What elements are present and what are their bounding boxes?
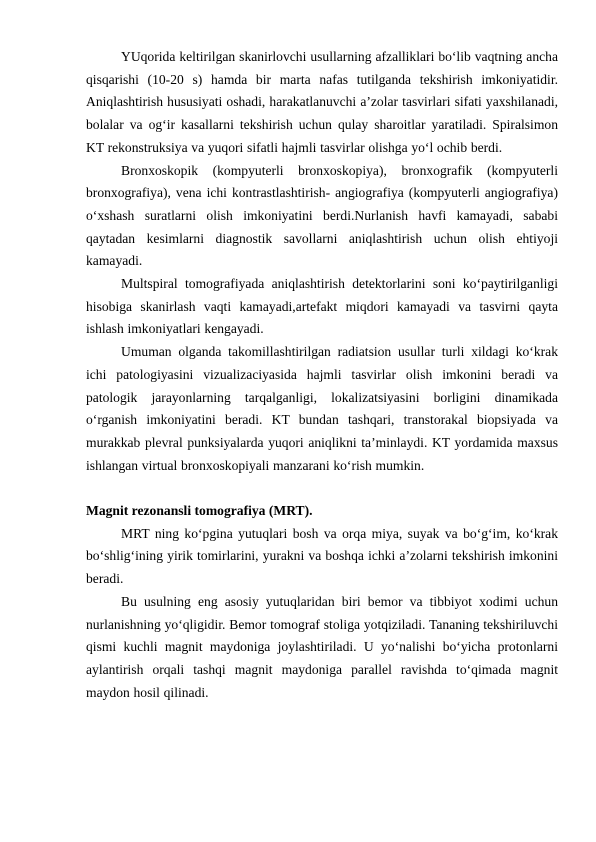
document-body [86, 46, 558, 704]
section-heading-mrt: Magnit rezonansli tomografiya (MRT). [86, 503, 313, 519]
paragraph-scanning-advantages: YUqorida keltirilgan skanirlovchi usullarning afzalliklari bo‘lib vaqtning ancha qisqarishi (10-20 s) hamda bir marta nafas tutilganda tekshirish imkoniyatidir. Aniqlashtirish hususiyati oshadi, harakatlanuvchi a’zolar tasvirlari sifati yaxshilanadi, bolalar va og‘ir kasallarni tekshirish uchun qulay sharoitlar yaratiladi. Spiralsimon KT rekonstruksiya va yuqori sifatli hajmli tasvirlar olishga yo‘l ochib berdi. [86, 49, 558, 155]
paragraph-bronchoscopic-methods: Bronxoskopik (kompyuterli bronxoskopiya), bronxografik (kompyuterli bronxografiya), vena ichi kontrastlashtirish- angiografiya (kompyuterli angiografiya) o‘xshash suratlarni olish imkoniyatini berdi.Nurlanish havfi kamayadi, sababi qaytadan kesimlarni diagnostik savollarni aniqlashtirish uchun olish ehtiyoji kamayadi. [86, 162, 558, 269]
paragraph-mrt-no-radiation: Bu usulning eng asosiy yutuqlaridan biri bemor va tibbiyot xodimi uchun nurlanishning yo‘qligidir. Bemor tomograf stoliga yotqiziladi. Tananing tekshiriluvchi qismi kuchli magnit maydoniga joylashtiriladi. U yo‘nalishi bo‘yicha protonlarni aylantirish orqali tashqi magnit maydoniga parallel ravishda to‘qimada magnit maydon hosil qilinadi. [86, 593, 558, 700]
paragraph-radiation-methods-summary: Umuman olganda takomillashtirilgan radiatsion usullar turli xildagi ko‘krak ichi patologiyasini vizualizaciyasida hajmli tasvirlar olish imkonini beradi va patologik jarayonlarning tarqalganligi, lokalizatsiyasini borligini dinamikada o‘rganish imkoniyatini beradi. KT bundan tashqari, transtorakal biopsiyada va murakkab plevral punksiyalarda yuqori aniqlikni ta’minlaydi. KT yordamida maxsus ishlangan virtual bronxoskopiyali manzarani ko‘rish mumkin. [86, 344, 558, 473]
paragraph-multispiral-tomography: Multspiral tomografiyada aniqlashtirish detektorlarini soni ko‘paytirilganligi hisobiga skanirlash vaqti kamayadi,artefakt miqdori kamayadi va tasvirni qayta ishlash imkoniyatlari kengayadi. [86, 276, 558, 337]
paragraph-mrt-achievements: MRT ning ko‘pgina yutuqlari bosh va orqa miya, suyak va bo‘g‘im, ko‘krak bo‘shlig‘ining yirik tomirlarini, yurakni va boshqa ichki a’zolarni tekshirish imkonini beradi. [86, 525, 558, 587]
